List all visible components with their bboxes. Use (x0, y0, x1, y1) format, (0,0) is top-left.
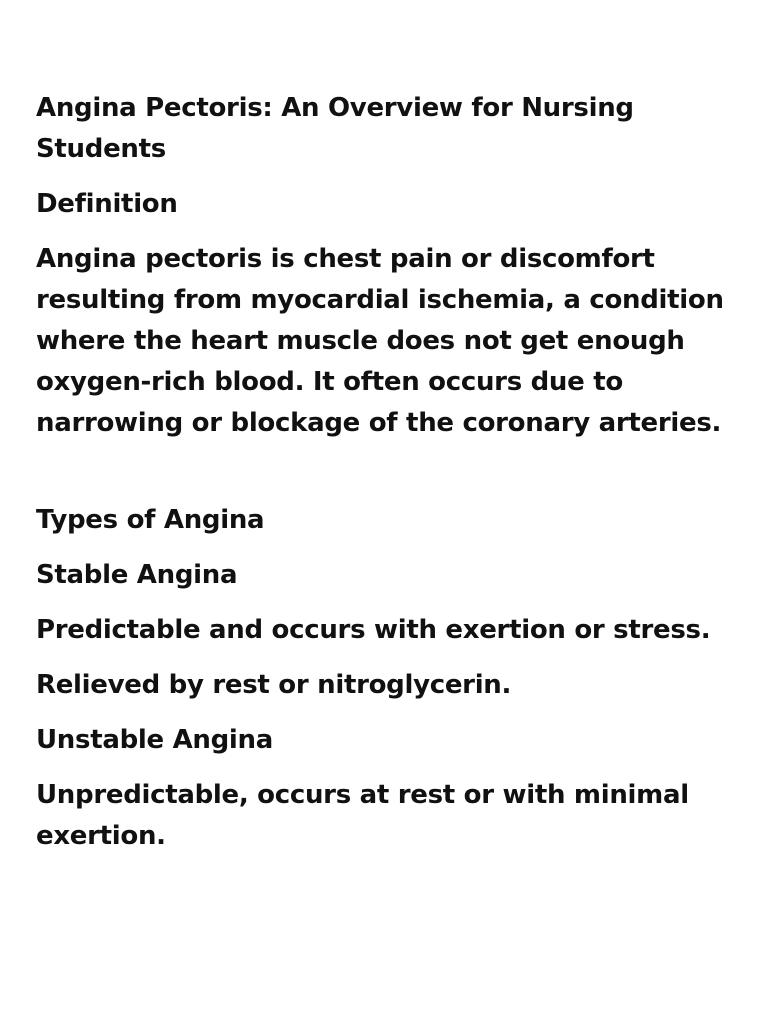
definition-paragraph: Angina pectoris is chest pain or discomfort resulting from myocardial ischemia, a condition where the heart muscle does not get enough oxygen-rich blood. It often occurs due to narrowing or blockage of the coronary arteries. (36, 244, 724, 438)
unstable-angina-point-1: Unpredictable, occurs at rest or with minimal exertion. (36, 780, 689, 851)
stable-angina-heading: Stable Angina (36, 560, 238, 590)
types-heading: Types of Angina (36, 505, 265, 535)
document-title: Angina Pectoris: An Overview for Nursing Students (36, 93, 634, 164)
stable-angina-point-1: Predictable and occurs with exertion or stress. (36, 615, 711, 645)
stable-angina-point-2: Relieved by rest or nitroglycerin. (36, 670, 512, 700)
unstable-angina-heading: Unstable Angina (36, 725, 273, 755)
definition-heading: Definition (36, 189, 178, 219)
